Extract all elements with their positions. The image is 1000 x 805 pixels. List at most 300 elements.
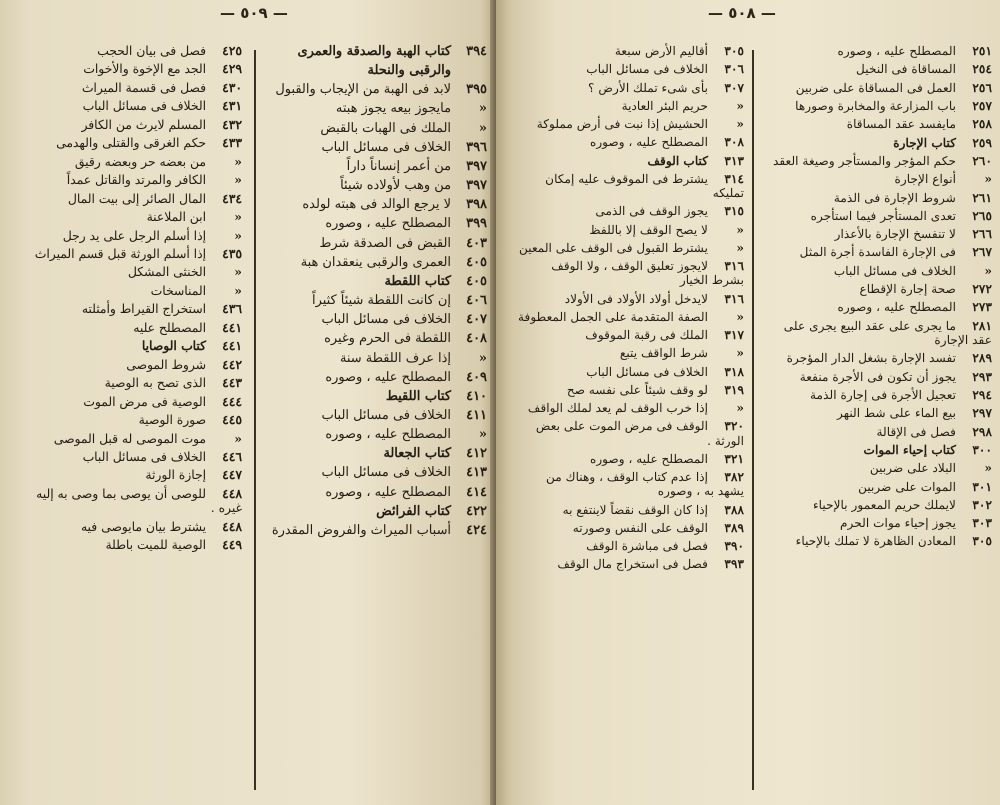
toc-entry-title: يشترط بيان مايوصى فيه bbox=[80, 519, 206, 534]
toc-entry-title: شروط الموصى bbox=[126, 357, 206, 372]
toc-entry-title: أقاليم الأرض سبعة bbox=[614, 44, 708, 58]
toc-entry bbox=[518, 221, 744, 239]
toc-entry-title: المصطلح عليه ، وصوره bbox=[589, 451, 708, 466]
left-page bbox=[0, 0, 496, 805]
toc-entry bbox=[255, 157, 487, 176]
toc-entry-title: حريم البئر العادية bbox=[621, 98, 708, 113]
left-column-inner bbox=[255, 42, 487, 540]
toc-page-number: ٣٩٦ bbox=[466, 139, 487, 155]
toc-page-number: ٣٠٠ bbox=[972, 442, 992, 457]
toc-page-number: « bbox=[736, 240, 744, 255]
toc-page-number: ٣٩٧ bbox=[466, 178, 487, 194]
toc-entry-title: فصل فى استخراج مال الوقف bbox=[557, 557, 708, 572]
toc-page-number: ٤٠٩ bbox=[466, 369, 487, 385]
toc-entry bbox=[762, 207, 992, 225]
toc-entry bbox=[255, 138, 487, 157]
toc-entry-title: كتاب الإجارة bbox=[893, 135, 956, 150]
toc-entry-title: مايفسد عقد المساقاة bbox=[846, 117, 956, 132]
toc-entry bbox=[255, 80, 487, 99]
toc-entry-title: للوصى أن يوصى بما وصى به إليه غيره . bbox=[36, 486, 242, 516]
toc-page-number: « bbox=[234, 282, 242, 298]
toc-page-number: ٤٤٤ bbox=[222, 393, 242, 409]
left-column-outer bbox=[10, 42, 242, 555]
toc-page-number: ٣٢٠ bbox=[724, 419, 744, 434]
toc-entry bbox=[255, 406, 487, 425]
right-page bbox=[496, 0, 1000, 805]
toc-entry bbox=[255, 99, 487, 118]
toc-page-number: ٢٦٠ bbox=[972, 153, 992, 168]
toc-heading bbox=[762, 134, 992, 152]
toc-entry bbox=[762, 243, 992, 261]
toc-entry bbox=[518, 239, 744, 257]
toc-entry-title: كتاب الوقف bbox=[647, 153, 708, 168]
toc-entry-title: الخلاف فى مسائل الباب bbox=[321, 139, 451, 155]
toc-heading bbox=[255, 42, 487, 61]
toc-entry bbox=[762, 317, 992, 350]
toc-entry-title: المناسخات bbox=[150, 283, 206, 298]
toc-entry-title: أنواع الإجارة bbox=[894, 172, 956, 187]
toc-entry-title: العمرى والرقبى ينعقدان هبة bbox=[300, 254, 451, 270]
toc-entry-title: شرط الواقف يتبع bbox=[619, 346, 708, 361]
toc-entry-title: لايملك حريم المعمور بالإحياء bbox=[812, 497, 956, 512]
toc-page-number: ٤٤٥ bbox=[222, 412, 242, 428]
toc-page-number: ٤٣٥ bbox=[222, 245, 242, 261]
toc-entry bbox=[10, 171, 242, 189]
toc-page-number: ٤١٠ bbox=[466, 388, 487, 404]
toc-page-number: « bbox=[478, 350, 487, 366]
toc-page-number: ٤٠٧ bbox=[466, 312, 487, 328]
toc-entry bbox=[255, 214, 487, 233]
toc-page-number: ٣٠٧ bbox=[724, 80, 744, 95]
toc-entry-title: الخلاف فى مسائل الباب bbox=[82, 99, 206, 114]
toc-entry-title: ابن الملاعنة bbox=[146, 210, 206, 225]
toc-entry bbox=[518, 290, 744, 308]
toc-entry bbox=[10, 208, 242, 226]
toc-page-number: ٤٢٩ bbox=[222, 61, 242, 77]
toc-entry-title: كتاب اللقيط bbox=[385, 388, 451, 404]
toc-entry bbox=[255, 234, 487, 253]
toc-entry bbox=[518, 42, 744, 60]
toc-entry-title: المصطلح عليه ، وصوره bbox=[837, 44, 956, 58]
toc-entry bbox=[518, 501, 744, 519]
toc-entry-title: أسباب الميراث والفروض المقدرة bbox=[271, 522, 451, 538]
toc-entry-title: الوصية فى مرض الموت bbox=[83, 394, 206, 409]
toc-entry-title: من بعضه حر وبعضه رقيق bbox=[74, 154, 206, 169]
toc-entry-title: يشترط فى الموقوف عليه إمكان تمليكه bbox=[545, 171, 744, 200]
toc-entry bbox=[518, 60, 744, 78]
toc-entry bbox=[10, 282, 242, 300]
toc-page-number: ٤٠٣ bbox=[466, 235, 487, 251]
toc-entry bbox=[10, 263, 242, 281]
toc-entry-title: البلاد على ضربين bbox=[869, 461, 956, 476]
toc-page-number: ٤٤٨ bbox=[222, 518, 242, 534]
toc-entry bbox=[10, 536, 242, 554]
toc-page-number: ٣٩٣ bbox=[724, 557, 744, 572]
toc-entry bbox=[762, 532, 992, 550]
toc-page-number: ٣٠٣ bbox=[972, 516, 992, 531]
toc-page-number: « bbox=[984, 172, 992, 187]
toc-page-number: « bbox=[478, 427, 487, 443]
toc-entry-title: القبض فى الصدقة شرط bbox=[319, 235, 451, 251]
toc-entry-title: الوقف فى مرض الموت على بعض الورثة . bbox=[535, 419, 744, 448]
toc-page-number: ٤٢٤ bbox=[466, 522, 487, 538]
toc-entry bbox=[10, 42, 242, 60]
toc-entry bbox=[518, 363, 744, 381]
toc-entry-title: المعادن الظاهرة لا تملك بالإحياء bbox=[795, 534, 956, 549]
toc-entry-title: الخلاف فى مسائل الباب bbox=[586, 62, 708, 77]
toc-page-number: ٤٤١ bbox=[222, 338, 242, 354]
column-divider bbox=[254, 50, 256, 790]
toc-entry-title: الخنثى المشكل bbox=[127, 265, 206, 280]
toc-entry bbox=[762, 514, 992, 532]
toc-entry bbox=[762, 115, 992, 133]
toc-heading bbox=[255, 61, 487, 80]
toc-page-number: ٤٣٦ bbox=[222, 301, 242, 317]
toc-entry bbox=[10, 393, 242, 411]
toc-entry-title: المصطلح عليه ، وصوره bbox=[325, 369, 451, 385]
toc-page-number: ٤٤١ bbox=[222, 319, 242, 335]
toc-entry bbox=[10, 448, 242, 466]
toc-page-number: ٢٩٣ bbox=[972, 369, 992, 384]
toc-page-number: « bbox=[736, 346, 744, 361]
toc-page-number: ٤١١ bbox=[466, 407, 487, 423]
toc-entry bbox=[518, 450, 744, 468]
toc-entry-title: الخلاف فى مسائل الباب bbox=[321, 407, 451, 423]
toc-entry bbox=[10, 485, 242, 518]
toc-page-number: ٣٩٧ bbox=[466, 158, 487, 174]
toc-page-number: ٣١٣ bbox=[724, 153, 744, 168]
toc-entry-title: يجوز الوقف فى الذمى bbox=[595, 204, 708, 219]
toc-entry-title: الحشيش إذا نبت فى أرض مملوكة bbox=[536, 117, 708, 131]
toc-entry bbox=[762, 97, 992, 115]
toc-entry bbox=[10, 245, 242, 263]
toc-entry-title: الوصية للميت باطلة bbox=[105, 538, 206, 553]
toc-entry bbox=[255, 425, 487, 444]
toc-entry bbox=[10, 518, 242, 536]
toc-entry bbox=[518, 97, 744, 115]
toc-entry bbox=[518, 399, 744, 417]
toc-entry-title: فى الإجارة الفاسدة أجرة المثل bbox=[799, 245, 956, 260]
toc-page-number: ٤٤٧ bbox=[222, 467, 242, 483]
toc-page-number: « bbox=[234, 172, 242, 188]
toc-entry bbox=[762, 368, 992, 386]
toc-entry bbox=[518, 257, 744, 290]
toc-page-number: ٣٨٨ bbox=[724, 502, 744, 517]
left-page-number: — ٥٠٩ — bbox=[220, 4, 288, 22]
toc-entry-title: لا تنفسخ الإجارة بالأعذار bbox=[834, 227, 956, 242]
toc-entry bbox=[762, 152, 992, 170]
toc-entry-title: لايدخل أولاد الأولاد فى الأولاد bbox=[564, 291, 708, 306]
toc-page-number: ٤١٤ bbox=[466, 484, 487, 500]
toc-entry-title: فصل فى بيان الحجب bbox=[97, 44, 206, 58]
toc-entry-title: إذا أسلم الورثة قبل قسم الميراث bbox=[34, 246, 206, 261]
toc-entry-title: المصطلح عليه ، وصوره bbox=[325, 484, 451, 500]
toc-entry-title: تعدى المستأجر فيما استأجره bbox=[810, 208, 956, 223]
toc-entry bbox=[10, 190, 242, 208]
toc-entry-title: حكم المؤجر والمستأجر وصيغة العقد bbox=[773, 153, 956, 168]
toc-entry-title: لايجوز تعليق الوقف ، ولا الوقف بشرط الخيار bbox=[551, 259, 744, 288]
toc-entry-title: المصطلح عليه ، وصوره bbox=[325, 216, 451, 232]
toc-page-number: ٢٦١ bbox=[972, 190, 992, 205]
toc-page-number: ٣٢١ bbox=[724, 451, 744, 466]
toc-entry-title: الذى تصح به الوصية bbox=[104, 376, 206, 391]
toc-entry bbox=[762, 60, 992, 78]
toc-page-number: ٣٠٦ bbox=[724, 62, 744, 77]
toc-entry-title: الخلاف فى مسائل الباب bbox=[586, 364, 708, 379]
toc-page-number: ٢٨٩ bbox=[972, 351, 992, 366]
right-column-outer bbox=[762, 42, 992, 551]
toc-entry-title: إذا كان الوقف نقضاً لاينتفع به bbox=[562, 502, 708, 517]
toc-entry-title: الكافر والمرتد والقاتل عمداً bbox=[66, 173, 206, 188]
toc-entry-title: كتاب الفرائض bbox=[376, 503, 451, 519]
toc-page-number: « bbox=[984, 263, 992, 278]
toc-entry bbox=[762, 459, 992, 477]
toc-entry bbox=[762, 170, 992, 188]
toc-entry bbox=[762, 404, 992, 422]
toc-entry-title: إذا عرف اللقطة سنة bbox=[339, 350, 451, 366]
toc-page-number: ٣١٧ bbox=[724, 328, 744, 342]
toc-page-number: ٢٨١ bbox=[972, 318, 992, 333]
toc-entry-title: لا يصح الوقف إلا باللفظ bbox=[589, 222, 708, 237]
toc-entry bbox=[255, 119, 487, 138]
toc-entry-title: فصل فى مباشرة الوقف bbox=[586, 539, 708, 553]
toc-entry bbox=[518, 381, 744, 399]
toc-page-number: ٢٥٤ bbox=[972, 62, 992, 77]
toc-entry-title: الجد مع الإخوة والأخوات bbox=[83, 62, 206, 77]
toc-entry-title: إذا خرب الوقف لم يعد لملك الواقف bbox=[527, 401, 708, 415]
toc-page-number: ٤٤٩ bbox=[222, 537, 242, 553]
toc-entry bbox=[762, 298, 992, 316]
toc-entry bbox=[255, 483, 487, 502]
toc-entry-title: الصفة المتقدمة على الجمل المعطوفة bbox=[518, 309, 708, 324]
toc-entry-title: الملك فى الهبات بالقبض bbox=[320, 120, 451, 136]
toc-heading bbox=[255, 387, 487, 406]
toc-entry bbox=[10, 227, 242, 245]
toc-entry-title: فصل فى الإقالة bbox=[876, 424, 956, 439]
toc-entry-title: إذا أسلم الرجل على يد رجل bbox=[62, 228, 206, 243]
toc-entry bbox=[518, 326, 744, 344]
toc-page-number: ٢٥٨ bbox=[972, 117, 992, 132]
toc-entry bbox=[10, 134, 242, 152]
toc-page-number: ٤٤٢ bbox=[222, 356, 242, 372]
toc-entry bbox=[762, 262, 992, 280]
toc-entry bbox=[518, 537, 744, 555]
toc-entry-title: بأى شىء تملك الأرض ؟ bbox=[588, 80, 708, 95]
toc-page-number: ٣٠١ bbox=[972, 479, 992, 494]
toc-page-number: « bbox=[984, 461, 992, 476]
toc-entry-title: يشترط القبول فى الوقف على المعين bbox=[519, 240, 708, 255]
toc-page-number: ٣٠٨ bbox=[724, 135, 744, 150]
toc-entry bbox=[518, 79, 744, 97]
toc-entry bbox=[518, 468, 744, 501]
toc-entry bbox=[762, 478, 992, 496]
toc-entry bbox=[255, 176, 487, 195]
toc-heading bbox=[255, 444, 487, 463]
toc-entry-title: الخلاف فى مسائل الباب bbox=[321, 465, 451, 481]
toc-entry-title: اللقطة فى الحرم وغيره bbox=[324, 331, 451, 347]
toc-entry-title: المساقاة فى النخيل bbox=[856, 62, 956, 77]
toc-page-number: ٣٩٥ bbox=[466, 82, 487, 98]
toc-entry-title: شروط الإجارة فى الذمة bbox=[833, 190, 956, 205]
toc-page-number: « bbox=[234, 430, 242, 446]
toc-entry bbox=[255, 329, 487, 348]
toc-entry bbox=[255, 521, 487, 540]
toc-entry bbox=[518, 519, 744, 537]
toc-page-number: « bbox=[736, 98, 744, 113]
toc-entry-title: الخلاف فى مسائل الباب bbox=[82, 449, 206, 464]
toc-page-number: ٤٣١ bbox=[222, 98, 242, 114]
toc-entry bbox=[518, 202, 744, 220]
toc-heading bbox=[762, 441, 992, 459]
toc-entry-title: الموات على ضربين bbox=[858, 479, 956, 494]
toc-entry-title: حكم الغرقى والقتلى والهدمى bbox=[56, 136, 206, 151]
toc-page-number: ٤٤٦ bbox=[222, 448, 242, 464]
toc-entry-title: كتاب الهبة والصدقة والعمرى bbox=[297, 44, 451, 59]
toc-page-number: ٤٤٨ bbox=[222, 485, 242, 501]
toc-entry-title: لا يرجع الوالد فى هبته لولده bbox=[302, 197, 451, 213]
toc-heading bbox=[10, 337, 242, 355]
toc-entry bbox=[10, 153, 242, 171]
toc-entry bbox=[762, 280, 992, 298]
toc-entry-title: والرقبى والنحلة bbox=[367, 63, 451, 79]
toc-page-number: ٢٧٣ bbox=[972, 300, 992, 315]
toc-page-number: ٢٩٧ bbox=[972, 406, 992, 421]
toc-page-number: ٤٠٥ bbox=[466, 273, 487, 289]
toc-page-number: « bbox=[234, 264, 242, 280]
toc-entry-title: المال الصائر إلى بيت المال bbox=[67, 191, 206, 206]
toc-entry bbox=[10, 300, 242, 318]
toc-entry-title: المصطلح عليه bbox=[133, 320, 206, 335]
toc-entry bbox=[518, 133, 744, 151]
toc-page-number: « bbox=[736, 401, 744, 415]
toc-page-number: ٣١٩ bbox=[724, 382, 744, 397]
toc-entry-title: لابد فى الهبة من الإيجاب والقبول bbox=[275, 82, 451, 98]
toc-entry bbox=[10, 356, 242, 374]
toc-entry bbox=[762, 42, 992, 60]
toc-entry-title: بيع الماء على شط النهر bbox=[836, 406, 956, 421]
toc-page-number: ٤٠٥ bbox=[466, 254, 487, 270]
toc-page-number: ٣٩٠ bbox=[724, 539, 744, 553]
toc-entry bbox=[518, 115, 744, 133]
toc-entry-title: كتاب الوصايا bbox=[141, 338, 206, 354]
toc-entry bbox=[10, 97, 242, 115]
toc-entry-title: المسلم لايرث من الكافر bbox=[81, 117, 206, 132]
toc-entry-title: المصطلح عليه ، وصوره bbox=[837, 300, 956, 315]
toc-page-number: ٣١٦ bbox=[724, 291, 744, 306]
toc-entry bbox=[255, 310, 487, 329]
toc-entry bbox=[255, 463, 487, 482]
toc-entry-title: الوقف على النفس وصورته bbox=[572, 520, 708, 535]
toc-entry bbox=[10, 411, 242, 429]
toc-entry-title: باب المزارعة والمخابرة وصورها bbox=[795, 98, 956, 113]
toc-page-number: ٤٠٨ bbox=[466, 331, 487, 347]
toc-page-number: ٢٧٢ bbox=[972, 282, 992, 297]
toc-entry-title: المصطلح عليه ، وصوره bbox=[325, 427, 451, 443]
toc-entry-title: كتاب الجعالة bbox=[383, 446, 451, 462]
toc-entry-title: من وهب لأولاده شيئاً bbox=[340, 178, 451, 194]
toc-entry-title: كتاب اللقطة bbox=[384, 273, 451, 289]
toc-entry bbox=[10, 430, 242, 448]
toc-entry-title: الخلاف فى مسائل الباب bbox=[833, 263, 956, 278]
toc-entry bbox=[518, 308, 744, 326]
toc-entry bbox=[762, 79, 992, 97]
toc-page-number: ٣٩٩ bbox=[466, 216, 487, 232]
toc-entry bbox=[518, 344, 744, 362]
toc-entry-title: إجازة الورثة bbox=[145, 468, 206, 483]
toc-page-number: ٤٣٢ bbox=[222, 116, 242, 132]
toc-page-number: ٣١٦ bbox=[724, 259, 744, 273]
toc-page-number: ٣٠٥ bbox=[972, 534, 992, 549]
toc-page-number: ٢٦٧ bbox=[972, 245, 992, 260]
toc-entry-title: استخراج القيراط وأمثلته bbox=[81, 302, 206, 317]
toc-entry bbox=[255, 195, 487, 214]
toc-entry bbox=[10, 374, 242, 392]
toc-page-number: ٤١٢ bbox=[466, 446, 487, 462]
toc-entry bbox=[762, 189, 992, 207]
toc-entry-title: يجوز إحياء موات الحرم bbox=[839, 516, 956, 531]
toc-page-number: ٣١٤ bbox=[724, 171, 744, 186]
toc-entry bbox=[762, 349, 992, 367]
toc-entry bbox=[10, 60, 242, 78]
toc-entry bbox=[10, 79, 242, 97]
toc-entry bbox=[10, 319, 242, 337]
toc-entry-title: لو وقف شيئاً على نفسه صح bbox=[566, 382, 708, 397]
toc-page-number: ٣١٨ bbox=[724, 364, 744, 379]
toc-entry bbox=[518, 170, 744, 203]
toc-page-number: ٤٢٥ bbox=[222, 43, 242, 58]
toc-entry-title: ما يجرى على عقد البيع يجرى على عقد الإجارة bbox=[783, 318, 992, 347]
toc-page-number: ٢٥٩ bbox=[972, 135, 992, 150]
toc-page-number: ٤٠٦ bbox=[466, 293, 487, 309]
toc-page-number: ٤١٣ bbox=[466, 465, 487, 481]
toc-page-number: ٣٨٩ bbox=[724, 520, 744, 535]
toc-page-number: « bbox=[234, 209, 242, 225]
toc-page-number: ٤٢٢ bbox=[466, 503, 487, 519]
toc-entry-title: الملك فى رقبة الموقوف bbox=[585, 328, 708, 342]
toc-entry-title: إذا عدم كتاب الوقف ، وهناك من يشهد به ، وصوره bbox=[545, 470, 744, 499]
right-page-number: — ٥٠٨ — bbox=[708, 4, 776, 22]
column-divider bbox=[752, 50, 754, 790]
toc-entry bbox=[762, 225, 992, 243]
toc-heading bbox=[255, 272, 487, 291]
toc-entry-title: موت الموصى له قبل الموصى bbox=[53, 431, 206, 446]
toc-page-number: « bbox=[478, 120, 487, 136]
toc-page-number: ٤٣٣ bbox=[222, 135, 242, 151]
toc-entry-title: من أعمر إنساناً داراً bbox=[346, 158, 451, 174]
toc-entry-title: مايجوز بيعه يجوز هبته bbox=[335, 101, 451, 117]
toc-entry-title: تفسد الإجارة بشغل الدار المؤجرة bbox=[786, 351, 956, 366]
toc-entry-title: صحة إجارة الإقطاع bbox=[859, 282, 956, 297]
toc-entry-title: كتاب إحياء الموات bbox=[863, 442, 956, 457]
toc-entry bbox=[10, 116, 242, 134]
toc-page-number: « bbox=[736, 117, 744, 131]
toc-entry bbox=[762, 386, 992, 404]
right-column-inner bbox=[518, 42, 744, 574]
toc-entry bbox=[518, 555, 744, 573]
toc-entry bbox=[762, 423, 992, 441]
toc-page-number: ٣٩٤ bbox=[466, 44, 487, 59]
toc-entry bbox=[255, 368, 487, 387]
toc-entry-title: فصل فى قسمة الميراث bbox=[81, 80, 206, 95]
toc-page-number: ٣١٥ bbox=[724, 204, 744, 219]
toc-page-number: ٢٦٥ bbox=[972, 208, 992, 223]
toc-page-number: ٤٤٣ bbox=[222, 375, 242, 391]
toc-entry bbox=[255, 291, 487, 310]
toc-page-number: ٣٠٥ bbox=[724, 44, 744, 58]
toc-entry-title: الخلاف فى مسائل الباب bbox=[321, 312, 451, 328]
toc-page-number: « bbox=[234, 227, 242, 243]
toc-page-number: ٣٨٢ bbox=[724, 470, 744, 484]
